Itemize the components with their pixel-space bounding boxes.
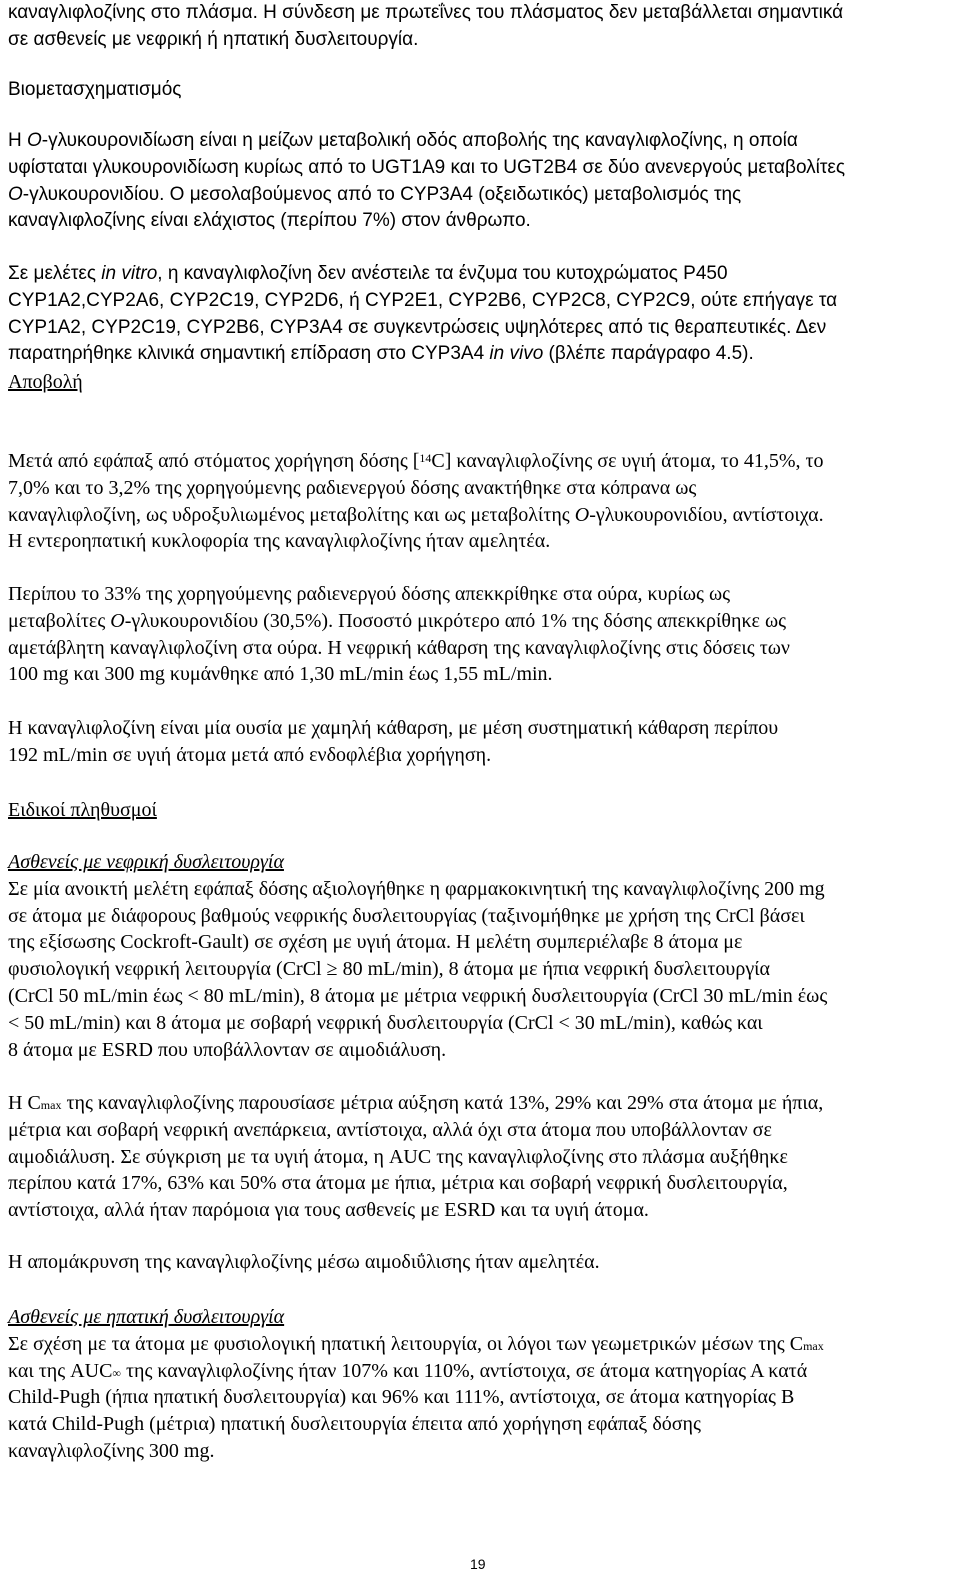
text-line: καναγλιφλοζίνη, ως υδροξυλιωμένος μεταβολίτης και ως μεταβολίτης O-γλυκουρονιδίου, αντίστοιχα.	[8, 503, 824, 526]
text-line: περίπου κατά 17%, 63% και 50% στα άτομα με ήπια, μέτρια και σοβαρή νεφρική δυσλειτουργία,	[8, 1172, 788, 1195]
text-line: Η εντεροηπατική κυκλοφορία της καναγλιφλοζίνης ήταν αμελητέα.	[8, 530, 551, 553]
text-line: σε ασθενείς με νεφρική ή ηπατική δυσλειτουργία.	[8, 28, 419, 50]
text-line: και της $AUC_\infty$ της καναγλιφλοζίνης ήταν 107% και 110%, αντίστοιχα, σε άτομα κατηγορίας Α κατά	[8, 1359, 808, 1382]
text-line: αντίστοιχα, αλλά ήταν παρόμοια για τους ασθενείς με ESRD και τα υγιή άτομα.	[8, 1199, 649, 1222]
excretion-paragraph-3	[8, 715, 952, 769]
text-line: αμετάβλητη καναγλιφλοζίνη στα ούρα. Η νεφρική κάθαρση της καναγλιφλοζίνης στις δόσεις των	[8, 636, 790, 659]
hepatic-subheading: Ασθενείς με ηπατική δυσλειτουργία	[8, 1306, 285, 1328]
text-line: 192 mL/min σε υγιή άτομα μετά από ενδοφλέβια χορήγηση.	[8, 743, 492, 766]
text-line: Περίπου το 33% της χορηγούμενης ραδιενεργού δόσης απεκκρίθηκε στα ούρα, κυρίως ως	[8, 583, 731, 605]
text-line: της εξίσωσης Cockroft-Gault) σε σχέση με υγιή άτομα. Η μελέτη συμπεριέλαβε 8 άτομα με	[8, 931, 743, 954]
page-number: 19	[470, 1556, 486, 1572]
text-line: O-γλυκουρονιδίου. Ο μεσολαβούμενος από το CYP3A4 (οξειδωτικός) μεταβολισμός της	[8, 183, 742, 205]
special-populations-heading: Ειδικοί πληθυσμοί	[8, 799, 157, 821]
text-line: αιμοδιάλυση. Σε σύγκριση με τα υγιή άτομα, η AUC της καναγλιφλοζίνης στο πλάσμα αυξήθηκε	[8, 1145, 788, 1168]
text-line: παρατηρήθηκε κλινικά σημαντική επίδραση στο CYP3A4 in vivo (βλέπε παράγραφο 4.5).	[8, 343, 754, 365]
renal-paragraph-3: Η απομάκρυνση της καναγλιφλοζίνης μέσω αιμοδιΰλισης ήταν αμελητέα.	[8, 1251, 600, 1273]
text-line: υφίσταται γλυκουρονιδίωση κυρίως από το UGT1A9 και το UGT2B4 σε δύο ανενεργούς μεταβολίτες	[8, 156, 846, 178]
text-line: Η $C_{max}$ της καναγλιφλοζίνης παρουσίασε μέτρια αύξηση κατά 13%, 29% και 29% στα άτομα με ήπια,	[8, 1092, 824, 1114]
text-line: (CrCl 50 mL/min έως < 80 mL/min), 8 άτομα με μέτρια νεφρική δυσλειτουργία (CrCl 30 mL/min έως	[8, 984, 828, 1007]
text-line: 8 άτομα με ESRD που υποβάλλονταν σε αιμοδιάλυση.	[8, 1038, 447, 1061]
document-page	[8, 0, 952, 1582]
renal-subheading: Ασθενείς με νεφρική δυσλειτουργία	[8, 851, 284, 873]
text-line: μέτρια και σοβαρή νεφρική ανεπάρκεια, αντίστοιχα, αλλά όχι στα άτομα που υποβάλλονταν σε	[8, 1118, 772, 1141]
renal-paragraph-2	[8, 1090, 952, 1224]
metabolism-paragraph	[8, 128, 952, 235]
text-line: σε άτομα με διάφορους βαθμούς νεφρικής δυσλειτουργίας (ταξινομήθηκε με χρήση της CrCl βάσει	[8, 904, 805, 927]
text-line: Σε μελέτες in vitro, η καναγλιφλοζίνη δεν ανέστειλε τα ένζυμα του κυτοχρώματος P450	[8, 263, 728, 284]
text-line: μεταβολίτες O-γλυκουρονιδίου (30,5%). Ποσοστό μικρότερο από 1% της δόσης απεκκρίθηκε ως	[8, 609, 787, 632]
text-line: καναγλιφλοζίνης στο πλάσμα. Η σύνδεση με πρωτεΐνες του πλάσματος δεν μεταβάλλεται σημαντικά	[8, 2, 844, 23]
excretion-paragraph-1	[8, 448, 952, 555]
text-line: CYP1A2,CYP2A6, CYP2C19, CYP2D6, ή CYP2E1, CYP2B6, CYP2C8, CYP2C9, ούτε επήγαγε τα	[8, 289, 838, 311]
renal-impairment-section	[8, 849, 952, 1063]
invitro-paragraph	[8, 261, 952, 368]
text-line: φυσιολογική νεφρική λειτουργία (CrCl ≥ 80 mL/min), 8 άτομα με ήπια νεφρική δυσλειτουργία	[8, 958, 771, 981]
text-line: Σε μία ανοικτή μελέτη εφάπαξ δόσης αξιολογήθηκε η φαρμακοκινητική της καναγλιφλοζίνης 200 mg	[8, 877, 825, 900]
metabolism-heading: Βιομετασχηματισμός	[8, 79, 182, 100]
excretion-paragraph-2	[8, 581, 952, 688]
text-line: CYP1A2, CYP2C19, CYP2B6, CYP3A4 σε συγκεντρώσεις υψηλότερες από τις θεραπευτικές. Δεν	[8, 316, 827, 338]
text-line: Η O-γλυκουρονιδίωση είναι η μείζων μεταβολική οδός αποβολής της καναγλιφλοζίνης, η οποία	[8, 130, 798, 151]
text-line: καναγλιφλοζίνης είναι ελάχιστος (περίπου 7%) στον άνθρωπο.	[8, 210, 531, 232]
text-line: Σε σχέση με τα άτομα με φυσιολογική ηπατική λειτουργία, οι λόγοι των γεωμετρικών μέσων της $C_{max}$	[8, 1332, 824, 1355]
text-line: Μετά από εφάπαξ από στόματος χορήγηση δόσης [$^{14}$C] καναγλιφλοζίνης σε υγιή άτομα, το 41,5%, το	[8, 450, 824, 472]
text-line: καναγλιφλοζίνης 300 mg.	[8, 1439, 215, 1462]
text-line: < 50 mL/min) και 8 άτομα με σοβαρή νεφρική δυσλειτουργία (CrCl < 30 mL/min), καθώς και	[8, 1011, 763, 1034]
text-line: 100 mg και 300 mg κυμάνθηκε από 1,30 mL/min έως 1,55 mL/min.	[8, 663, 553, 686]
text-line: Child-Pugh (ήπια ηπατική δυσλειτουργία) και 96% και 111%, αντίστοιχα, σε άτομα κατηγορίας Β	[8, 1386, 795, 1409]
text-line: Η καναγλιφλοζίνη είναι μία ουσία με χαμηλή κάθαρση, με μέση συστηματική κάθαρση περίπου	[8, 717, 779, 739]
intro-paragraph	[8, 0, 952, 54]
excretion-heading: Αποβολή	[8, 371, 83, 393]
text-line: κατά Child-Pugh (μέτρια) ηπατική δυσλειτουργία έπειτα από χορήγηση εφάπαξ δόσης	[8, 1413, 701, 1436]
text-line: 7,0% και το 3,2% της χορηγούμενης ραδιενεργού δόσης ανακτήθηκε στα κόπρανα ως	[8, 476, 697, 499]
hepatic-impairment-section	[8, 1304, 952, 1465]
